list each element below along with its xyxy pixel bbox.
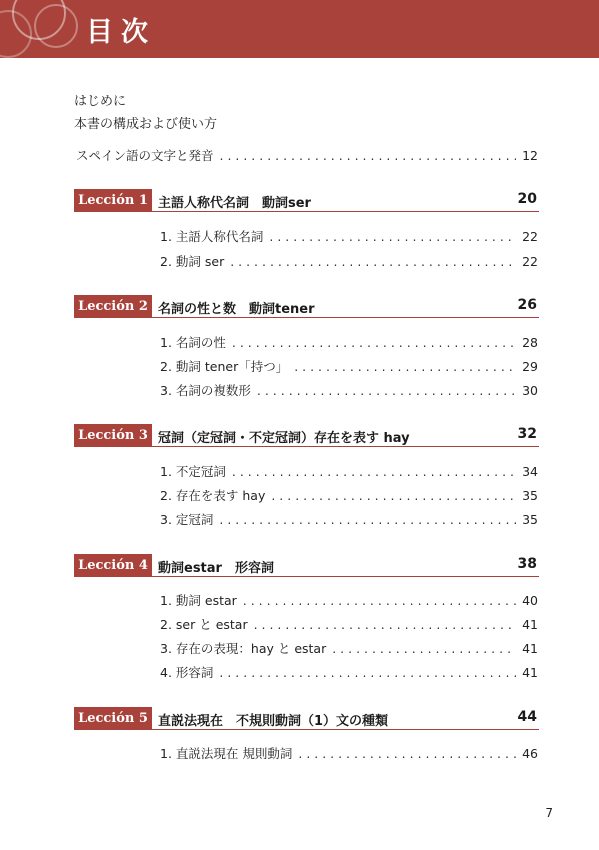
- toc-entry-page: 28: [522, 335, 538, 350]
- toc-entry-label: 4. 形容詞: [160, 665, 214, 680]
- toc-entry-label: 3. 名詞の複数形: [160, 383, 251, 398]
- dot-leader: [219, 512, 516, 527]
- intro-item-hajimeni[interactable]: はじめに: [74, 94, 127, 109]
- lesson-heading-5[interactable]: [74, 707, 539, 730]
- toc-entry-label: 2. ser と estar: [160, 617, 248, 632]
- lesson-page: 26: [517, 297, 537, 313]
- lesson-heading-1[interactable]: [74, 189, 539, 212]
- lesson-heading-2[interactable]: [74, 295, 539, 318]
- toc-entry-page: 12: [522, 148, 538, 163]
- lesson-badge: Lección 2: [74, 295, 152, 317]
- dot-leader: [230, 254, 516, 269]
- dot-leader: [257, 383, 516, 398]
- toc-entry-pronunciation[interactable]: [76, 146, 538, 164]
- toc-entry-page: 41: [522, 665, 538, 680]
- toc-entry[interactable]: [160, 462, 538, 480]
- toc-entry[interactable]: [160, 357, 538, 375]
- lesson-title: 動詞estar 形容詞: [158, 561, 274, 576]
- toc-entry-page: 41: [522, 641, 538, 656]
- header-band: [0, 0, 599, 58]
- lesson-heading-4[interactable]: [74, 554, 539, 577]
- dot-leader: [271, 488, 516, 503]
- toc-entry[interactable]: [160, 333, 538, 351]
- dot-leader: [243, 593, 516, 608]
- dot-leader: [254, 617, 517, 632]
- page-title: 目次: [86, 17, 156, 48]
- toc-entry-page: 22: [522, 229, 538, 244]
- toc-entry-label: 1. 直説法現在 規則動詞: [160, 746, 293, 761]
- toc-entry[interactable]: [160, 591, 538, 609]
- lesson-page: 32: [517, 426, 537, 442]
- lesson-badge: Lección 5: [74, 707, 152, 729]
- toc-entry[interactable]: [160, 381, 538, 399]
- toc-entry-label: 2. 存在を表す hay: [160, 488, 266, 503]
- lesson-page: 38: [517, 556, 537, 572]
- toc-entry[interactable]: [160, 510, 538, 528]
- toc-entry-label: 3. 定冠詞: [160, 512, 214, 527]
- toc-entry-page: 46: [522, 746, 538, 761]
- toc-entry-page: 29: [522, 359, 538, 374]
- dot-leader: [220, 148, 517, 163]
- toc-entry-label: 2. 動詞 ser: [160, 254, 225, 269]
- toc-entry[interactable]: [160, 663, 538, 681]
- lesson-title: 直説法現在 不規則動詞（1）文の種類: [158, 714, 389, 729]
- toc-entry-label: 1. 名詞の性: [160, 335, 226, 350]
- toc-entry-page: 41: [522, 617, 538, 632]
- page-number: 7: [545, 806, 553, 820]
- dot-leader: [298, 746, 516, 761]
- lesson-title: 冠詞（定冠詞・不定冠詞）存在を表す hay: [158, 431, 410, 446]
- toc-entry-page: 35: [522, 488, 538, 503]
- lesson-heading-3[interactable]: [74, 424, 539, 447]
- toc-entry-page: 40: [522, 593, 538, 608]
- lesson-page: 20: [517, 191, 537, 207]
- toc-entry-page: 35: [522, 512, 538, 527]
- lesson-badge: Lección 3: [74, 424, 152, 446]
- toc-entry-label: 1. 主語人称代名詞: [160, 229, 264, 244]
- dot-leader: [219, 665, 516, 680]
- toc-entry[interactable]: [160, 615, 538, 633]
- dot-leader: [294, 359, 516, 374]
- dot-leader: [332, 641, 516, 656]
- lesson-badge: Lección 1: [74, 189, 152, 211]
- intro-item-how-to-use[interactable]: 本書の構成および使い方: [74, 117, 218, 132]
- lesson-page: 44: [517, 709, 537, 725]
- toc-entry-label: 3. 存在の表現：hay と estar: [160, 641, 327, 656]
- toc-entry[interactable]: [160, 744, 538, 762]
- dot-leader: [232, 335, 516, 350]
- toc-entry-page: 22: [522, 254, 538, 269]
- toc-entry-label: 1. 動詞 estar: [160, 593, 237, 608]
- toc-entry[interactable]: [160, 639, 538, 657]
- dot-leader: [269, 229, 516, 244]
- toc-entry[interactable]: [160, 486, 538, 504]
- toc-entry[interactable]: [160, 227, 538, 245]
- lesson-badge: Lección 4: [74, 554, 152, 576]
- lesson-title: 名詞の性と数 動詞tener: [158, 302, 315, 317]
- toc-entry-page: 34: [522, 464, 538, 479]
- toc-entry-label: 2. 動詞 tener「持つ」: [160, 359, 289, 374]
- toc-entry[interactable]: [160, 252, 538, 270]
- toc-entry-label: 1. 不定冠詞: [160, 464, 226, 479]
- dot-leader: [232, 464, 516, 479]
- decorative-circle: [34, 4, 78, 48]
- toc-entry-label: スペイン語の文字と発音: [76, 148, 214, 163]
- toc-entry-page: 30: [522, 383, 538, 398]
- lesson-title: 主語人称代名詞 動詞ser: [158, 196, 311, 211]
